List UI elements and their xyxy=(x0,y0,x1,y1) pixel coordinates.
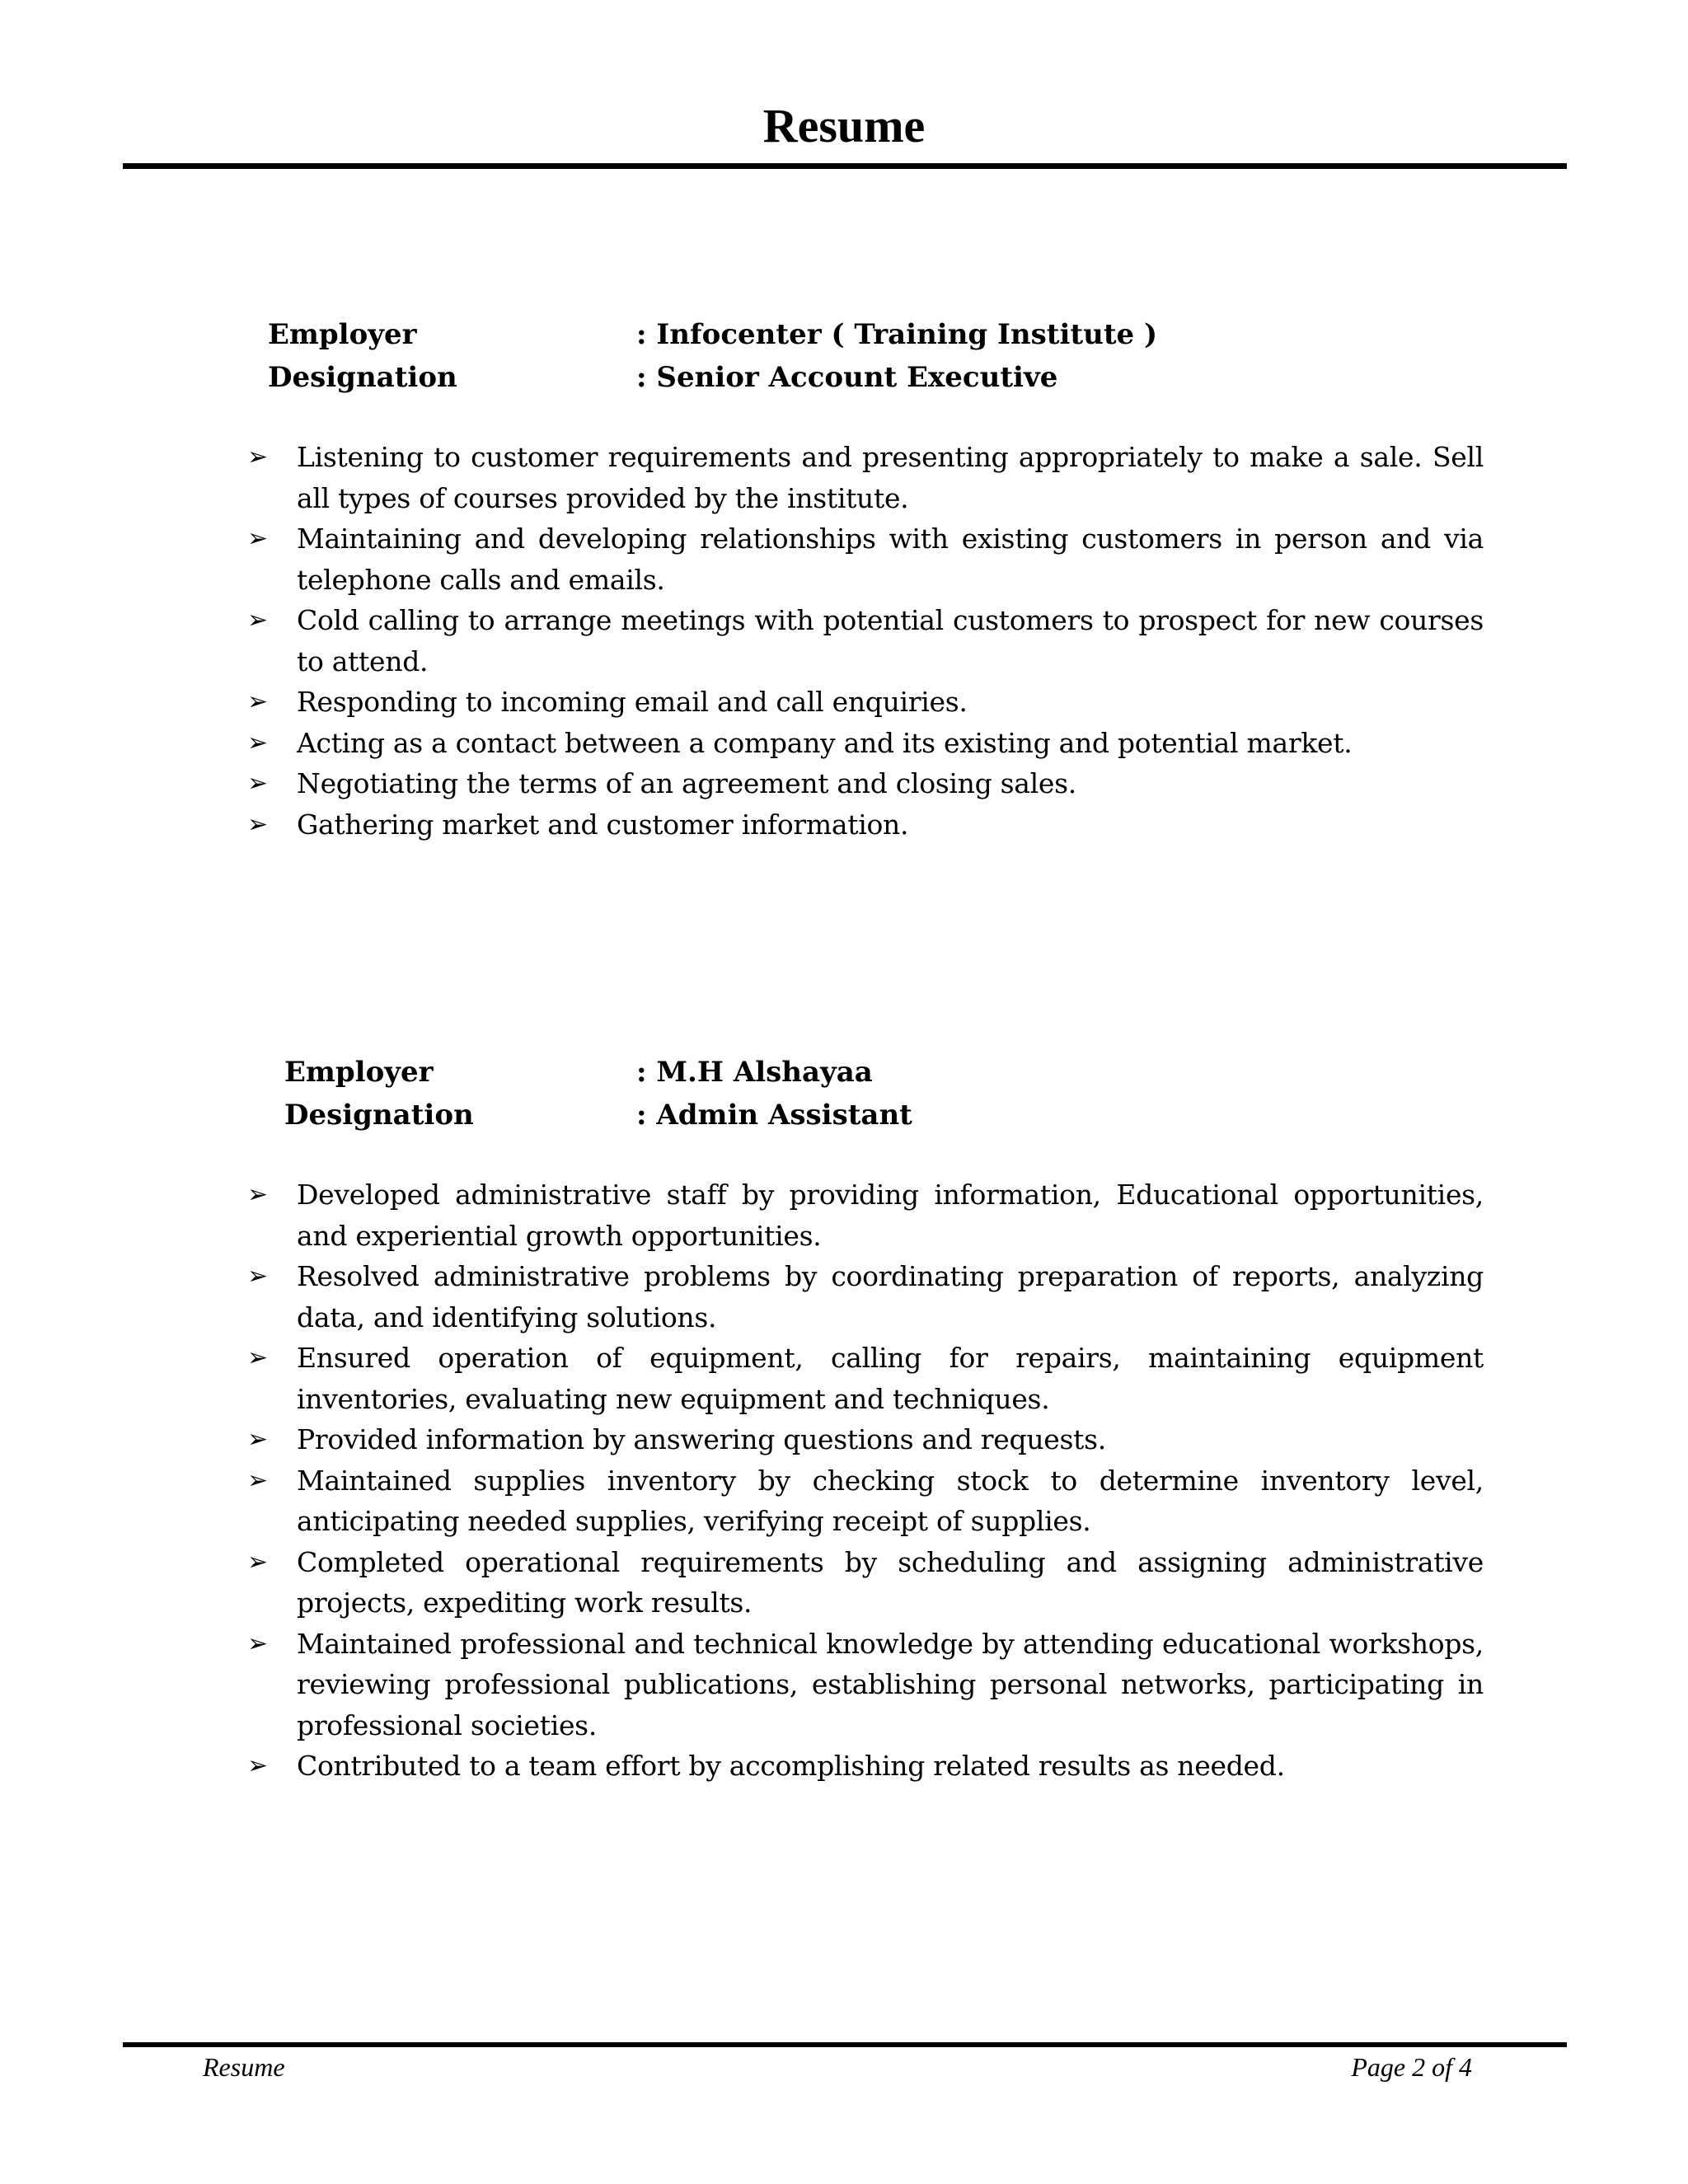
list-item: ➢ Gathering market and customer information. xyxy=(247,804,1484,846)
list-item: ➢ Maintaining and developing relationships with existing customers in person and via telephone calls and emails. xyxy=(247,518,1484,600)
arrowhead-bullet-icon: ➢ xyxy=(247,1343,268,1372)
list-item: ➢ Maintained supplies inventory by checking stock to determine inventory level, anticipating needed supplies, verifying receipt of supplies. xyxy=(247,1460,1484,1542)
arrowhead-bullet-icon: ➢ xyxy=(247,1180,268,1209)
list-item: ➢ Responding to incoming email and call enquiries. xyxy=(247,682,1484,723)
footer-divider xyxy=(123,2042,1567,2047)
list-item: ➢ Negotiating the terms of an agreement and closing sales. xyxy=(247,763,1484,804)
designation-row xyxy=(284,1094,1521,1137)
employer-row xyxy=(268,313,1504,356)
arrowhead-bullet-icon: ➢ xyxy=(247,1751,268,1780)
list-item: ➢ Listening to customer requirements and presenting appropriately to make a sale. Sell all types of courses provided by the institute. xyxy=(247,437,1484,518)
list-item: ➢ Developed administrative staff by providing information, Educational opportunities, and experiential growth opportunities. xyxy=(247,1174,1484,1256)
arrowhead-bullet-icon: ➢ xyxy=(247,728,268,757)
job-2-duties-list xyxy=(247,1174,1484,1787)
arrowhead-bullet-icon: ➢ xyxy=(247,687,268,716)
arrowhead-bullet-icon: ➢ xyxy=(247,1547,268,1577)
arrowhead-bullet-icon: ➢ xyxy=(247,769,268,798)
footer-page-number: Page 2 of 4 xyxy=(1351,2052,1472,2082)
job-1-duties-list xyxy=(247,437,1484,845)
designation-label: Designation xyxy=(284,1099,474,1132)
arrowhead-bullet-icon: ➢ xyxy=(247,1425,268,1454)
arrowhead-bullet-icon: ➢ xyxy=(247,443,268,471)
arrowhead-bullet-icon: ➢ xyxy=(247,1629,268,1658)
arrowhead-bullet-icon: ➢ xyxy=(247,1262,268,1291)
employer-label: Employer xyxy=(268,318,417,351)
list-item: ➢ Contributed to a team effort by accomplishing related results as needed. xyxy=(247,1746,1484,1787)
job-2-meta xyxy=(284,1051,1521,1137)
list-item: ➢ Cold calling to arrange meetings with potential customers to prospect for new courses to attend. xyxy=(247,600,1484,682)
employer-value: : M.H Alshayaa xyxy=(636,1056,873,1089)
employer-row xyxy=(284,1051,1521,1094)
employer-value: : Infocenter ( Training Institute ) xyxy=(636,318,1158,351)
list-item: ➢ Acting as a contact between a company and its existing and potential market. xyxy=(247,723,1484,764)
designation-label: Designation xyxy=(268,361,457,394)
page-title: Resume xyxy=(762,99,926,152)
footer-doc-name: Resume xyxy=(203,2052,285,2082)
list-item: ➢ Resolved administrative problems by coordinating preparation of reports, analyzing data, and identifying solutions. xyxy=(247,1256,1484,1338)
list-item: ➢ Completed operational requirements by scheduling and assigning administrative projects, expediting work results. xyxy=(247,1542,1484,1624)
arrowhead-bullet-icon: ➢ xyxy=(247,524,268,553)
arrowhead-bullet-icon: ➢ xyxy=(247,1465,268,1495)
designation-row xyxy=(268,356,1504,399)
header-divider xyxy=(123,163,1567,169)
designation-value: : Senior Account Executive xyxy=(636,361,1058,394)
job-1-meta xyxy=(268,313,1504,399)
list-item: ➢ Ensured operation of equipment, calling for repairs, maintaining equipment inventories, evaluating new equipment and techniques. xyxy=(247,1338,1484,1419)
arrowhead-bullet-icon: ➢ xyxy=(247,606,268,635)
arrowhead-bullet-icon: ➢ xyxy=(247,809,268,839)
designation-value: : Admin Assistant xyxy=(636,1099,912,1132)
list-item: ➢ Provided information by answering questions and requests. xyxy=(247,1419,1484,1460)
employer-label: Employer xyxy=(284,1056,434,1089)
list-item: ➢ Maintained professional and technical knowledge by attending educational workshops, reviewing professional publications, establishing personal networks, participating in professional societies. xyxy=(247,1624,1484,1746)
